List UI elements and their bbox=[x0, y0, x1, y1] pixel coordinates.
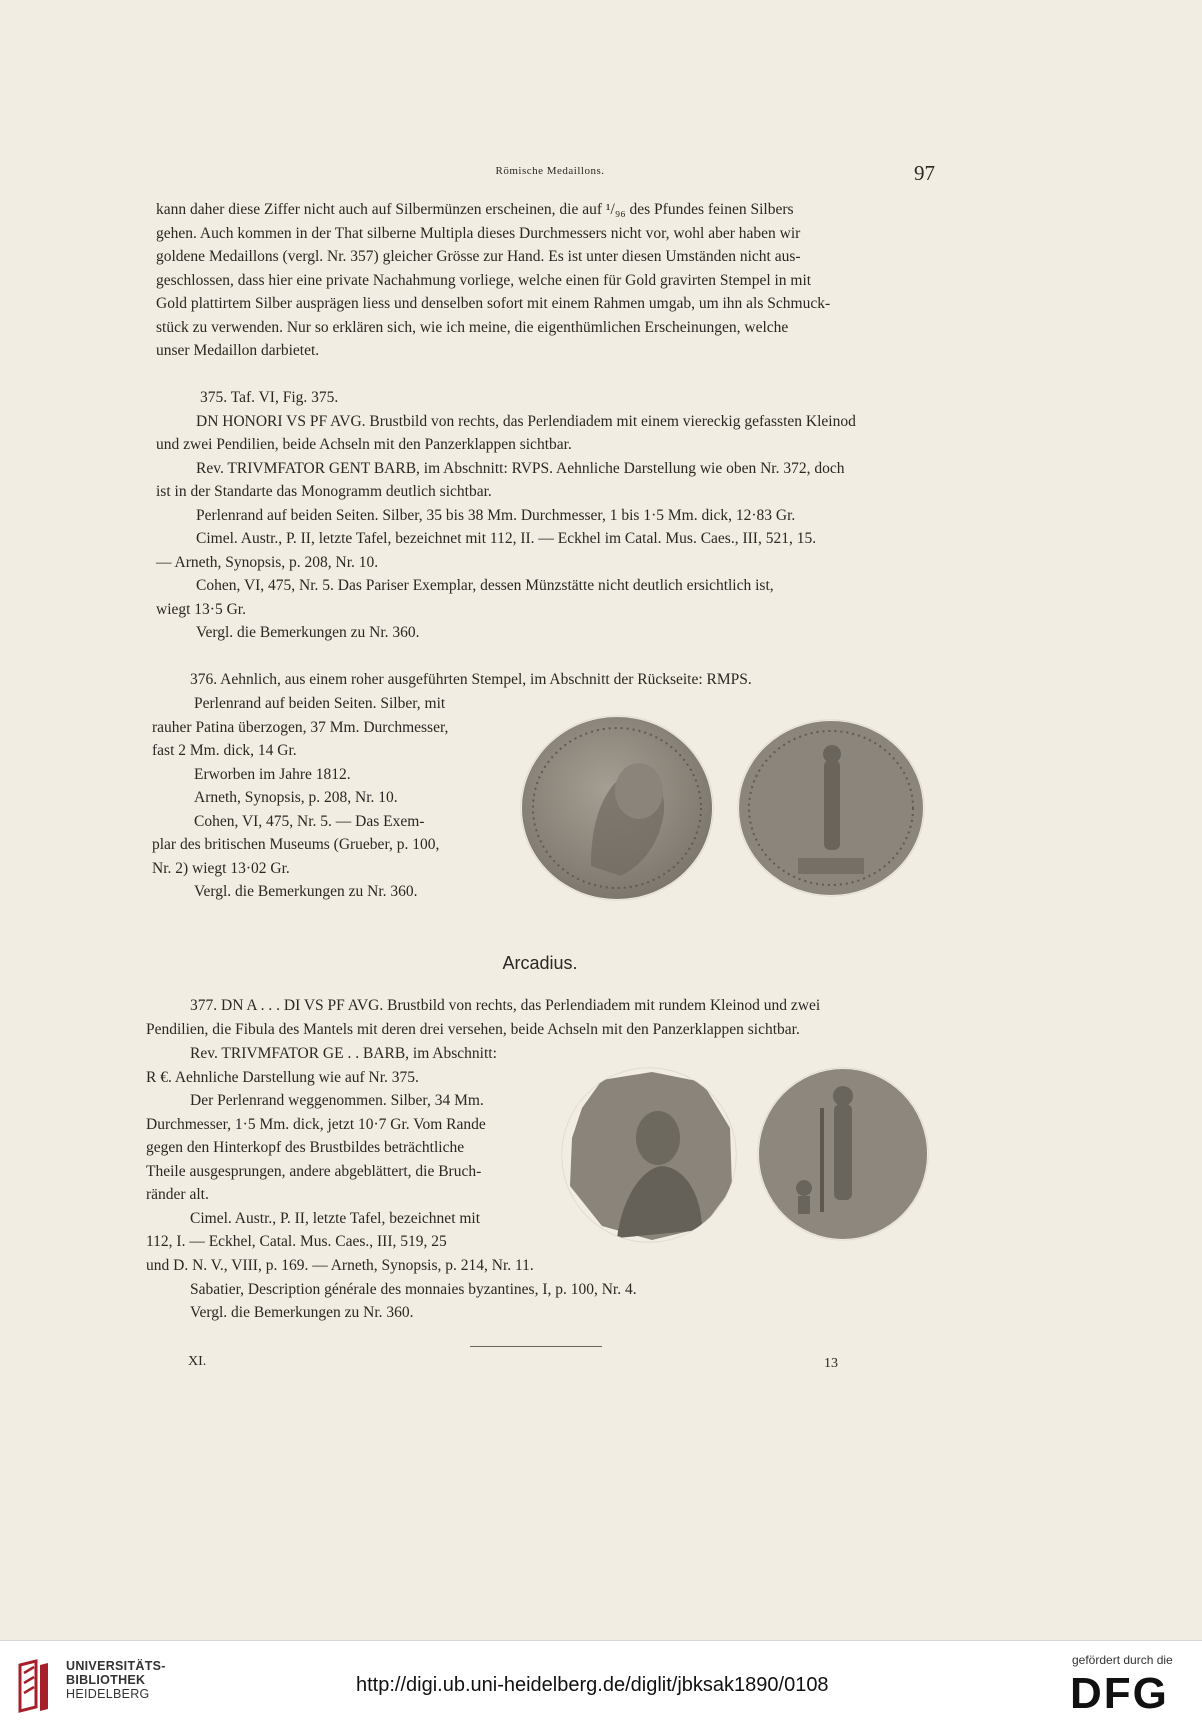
text-line: Cimel. Austr., P. II, letzte Tafel, bezeichnet mit 112, II. — Eckhel im Catal. Mus. Caes., III, 521, 15. bbox=[196, 530, 817, 547]
text-line: fast 2 Mm. dick, 14 Gr. bbox=[152, 742, 297, 759]
entry-heading: 377. DN A . . . DI VS PF AVG. Brustbild von rechts, das Perlendiadem mit rundem Kleinod und zwei bbox=[190, 997, 821, 1014]
signature-mark: XI. bbox=[188, 1354, 207, 1369]
text-line: 112, I. — Eckhel, Catal. Mus. Caes., III, 519, 25 bbox=[146, 1233, 447, 1250]
text-line: ist in der Standarte das Monogramm deutlich sichtbar. bbox=[156, 483, 492, 500]
entry-376-heading bbox=[156, 668, 942, 692]
text-line: Sabatier, Description générale des monnaies byzantines, I, p. 100, Nr. 4. bbox=[190, 1280, 637, 1298]
text-line: und D. N. V., VIII, p. 169. — Arneth, Synopsis, p. 214, Nr. 11. bbox=[146, 1257, 534, 1274]
text-line: Gold plattirtem Silber ausprägen liess und denselben sofort mit einem Rahmen umgab, um ihn als Schmuck- bbox=[156, 295, 831, 312]
university-library-name[interactable] bbox=[66, 1659, 166, 1701]
text-line: Der Perlenrand weggenommen. Silber, 34 Mm. bbox=[190, 1092, 484, 1109]
text-line: Durchmesser, 1·5 Mm. dick, jetzt 10·7 Gr. Vom Rande bbox=[146, 1115, 486, 1133]
entry-376 bbox=[152, 692, 502, 904]
text-line: Pendilien, die Fibula des Mantels mit deren drei versehen, beide Achseln mit den Panzerklappen sichtbar. bbox=[146, 1020, 800, 1038]
library-name-line: UNIVERSITÄTS- bbox=[66, 1659, 166, 1673]
text-line: gehen. Auch kommen in der That silberne Multipla dieses Durchmessers nicht vor, wohl aber haben wir bbox=[156, 224, 801, 242]
library-name-line: BIBLIOTHEK bbox=[66, 1673, 146, 1687]
dfg-logo[interactable]: DFG bbox=[1070, 1669, 1169, 1718]
entry-375 bbox=[156, 386, 942, 645]
text-line: Cohen, VI, 475, Nr. 5. Das Pariser Exemplar, dessen Münzstätte nicht deutlich ersichtlich ist, bbox=[196, 577, 774, 594]
text-line: R €. Aehnliche Darstellung wie auf Nr. 375. bbox=[146, 1068, 419, 1086]
divider-rule bbox=[470, 1346, 602, 1347]
intro-paragraph bbox=[156, 198, 942, 363]
text-line: Theile ausgesprungen, andere abgeblättert, die Bruch- bbox=[146, 1162, 482, 1180]
text-line: wiegt 13·5 Gr. bbox=[156, 600, 246, 618]
text-line: Rev. TRIVMFATOR GE . . BARB, im Abschnitt: bbox=[190, 1045, 497, 1062]
digitization-footer bbox=[0, 1640, 1202, 1731]
entry-377-heading bbox=[146, 994, 938, 1041]
permalink-url[interactable]: http://digi.ub.uni-heidelberg.de/diglit/jbksak1890/0108 bbox=[356, 1674, 829, 1696]
library-name-line: HEIDELBERG bbox=[66, 1687, 150, 1701]
text-line: geschlossen, dass hier eine private Nachahmung vorliege, welche einen für Gold gravirten Stempel in mit bbox=[156, 271, 812, 289]
text-line: plar des britischen Museums (Grueber, p. 100, bbox=[152, 836, 440, 853]
signature-number: 13 bbox=[824, 1356, 838, 1371]
text-line: ränder alt. bbox=[146, 1186, 209, 1203]
university-library-logo-icon[interactable] bbox=[16, 1659, 52, 1713]
text-line: Erworben im Jahre 1812. bbox=[194, 765, 351, 783]
text-line: goldene Medaillons (vergl. Nr. 357) gleicher Grösse zur Hand. Es ist unter diesen Umständen nicht aus- bbox=[156, 248, 801, 265]
text-line: Perlenrand auf beiden Seiten. Silber, mit bbox=[194, 695, 446, 712]
text-line: DN HONORI VS PF AVG. Brustbild von rechts, das Perlendiadem mit einem viereckig gefassten Kleinod bbox=[196, 412, 856, 430]
text-line: Nr. 2) wiegt 13·02 Gr. bbox=[152, 859, 290, 877]
page-number: 97 bbox=[914, 161, 935, 185]
text-line: Vergl. die Bemerkungen zu Nr. 360. bbox=[196, 624, 420, 641]
text-line: rauher Patina überzogen, 37 Mm. Durchmesser, bbox=[152, 718, 449, 736]
entry-377-tail bbox=[146, 1254, 946, 1325]
text-line: kann daher diese Ziffer nicht auch auf Silbermünzen erscheinen, die auf ¹/₉₆ des Pfundes feinen Silbers bbox=[156, 201, 794, 218]
text-line: Vergl. die Bemerkungen zu Nr. 360. bbox=[194, 883, 418, 900]
coin-376-reverse-image bbox=[738, 720, 924, 896]
text-line: — Arneth, Synopsis, p. 208, Nr. 10. bbox=[156, 553, 379, 571]
funded-by-text: gefördert durch die bbox=[1072, 1653, 1173, 1667]
text-line: stück zu verwenden. Nur so erklären sich, wie ich meine, die eigenthümlichen Erscheinungen, welche bbox=[156, 318, 789, 336]
text-line: Cimel. Austr., P. II, letzte Tafel, bezeichnet mit bbox=[190, 1209, 481, 1227]
coin-377-reverse-image bbox=[758, 1068, 928, 1240]
text-line: Arneth, Synopsis, p. 208, Nr. 10. bbox=[194, 789, 398, 806]
text-line: gegen den Hinterkopf des Brustbildes beträchtliche bbox=[146, 1139, 465, 1156]
text-line: Rev. TRIVMFATOR GENT BARB, im Abschnitt: RVPS. Aehnliche Darstellung wie oben Nr. 372, doch bbox=[196, 459, 845, 477]
entry-heading: 375. Taf. VI, Fig. 375. bbox=[200, 389, 339, 406]
text-line: Vergl. die Bemerkungen zu Nr. 360. bbox=[190, 1304, 414, 1321]
text-line: Cohen, VI, 475, Nr. 5. — Das Exem- bbox=[194, 812, 425, 830]
section-heading: Arcadius. bbox=[502, 953, 578, 973]
entry-377 bbox=[146, 1042, 546, 1254]
text-line: unser Medaillon darbietet. bbox=[156, 342, 320, 359]
coin-376-obverse-image bbox=[521, 716, 713, 900]
entry-heading: 376. Aehnlich, aus einem roher ausgeführten Stempel, im Abschnitt der Rückseite: RMPS. bbox=[190, 671, 752, 688]
text-line: und zwei Pendilien, beide Achseln mit den Panzerklappen sichtbar. bbox=[156, 436, 572, 453]
text-line: Perlenrand auf beiden Seiten. Silber, 35 bis 38 Mm. Durchmesser, 1 bis 1·5 Mm. dick, 12·83 Gr. bbox=[196, 506, 796, 524]
coin-377-obverse-image bbox=[562, 1068, 736, 1242]
running-head: Römische Medaillons. bbox=[495, 165, 605, 177]
